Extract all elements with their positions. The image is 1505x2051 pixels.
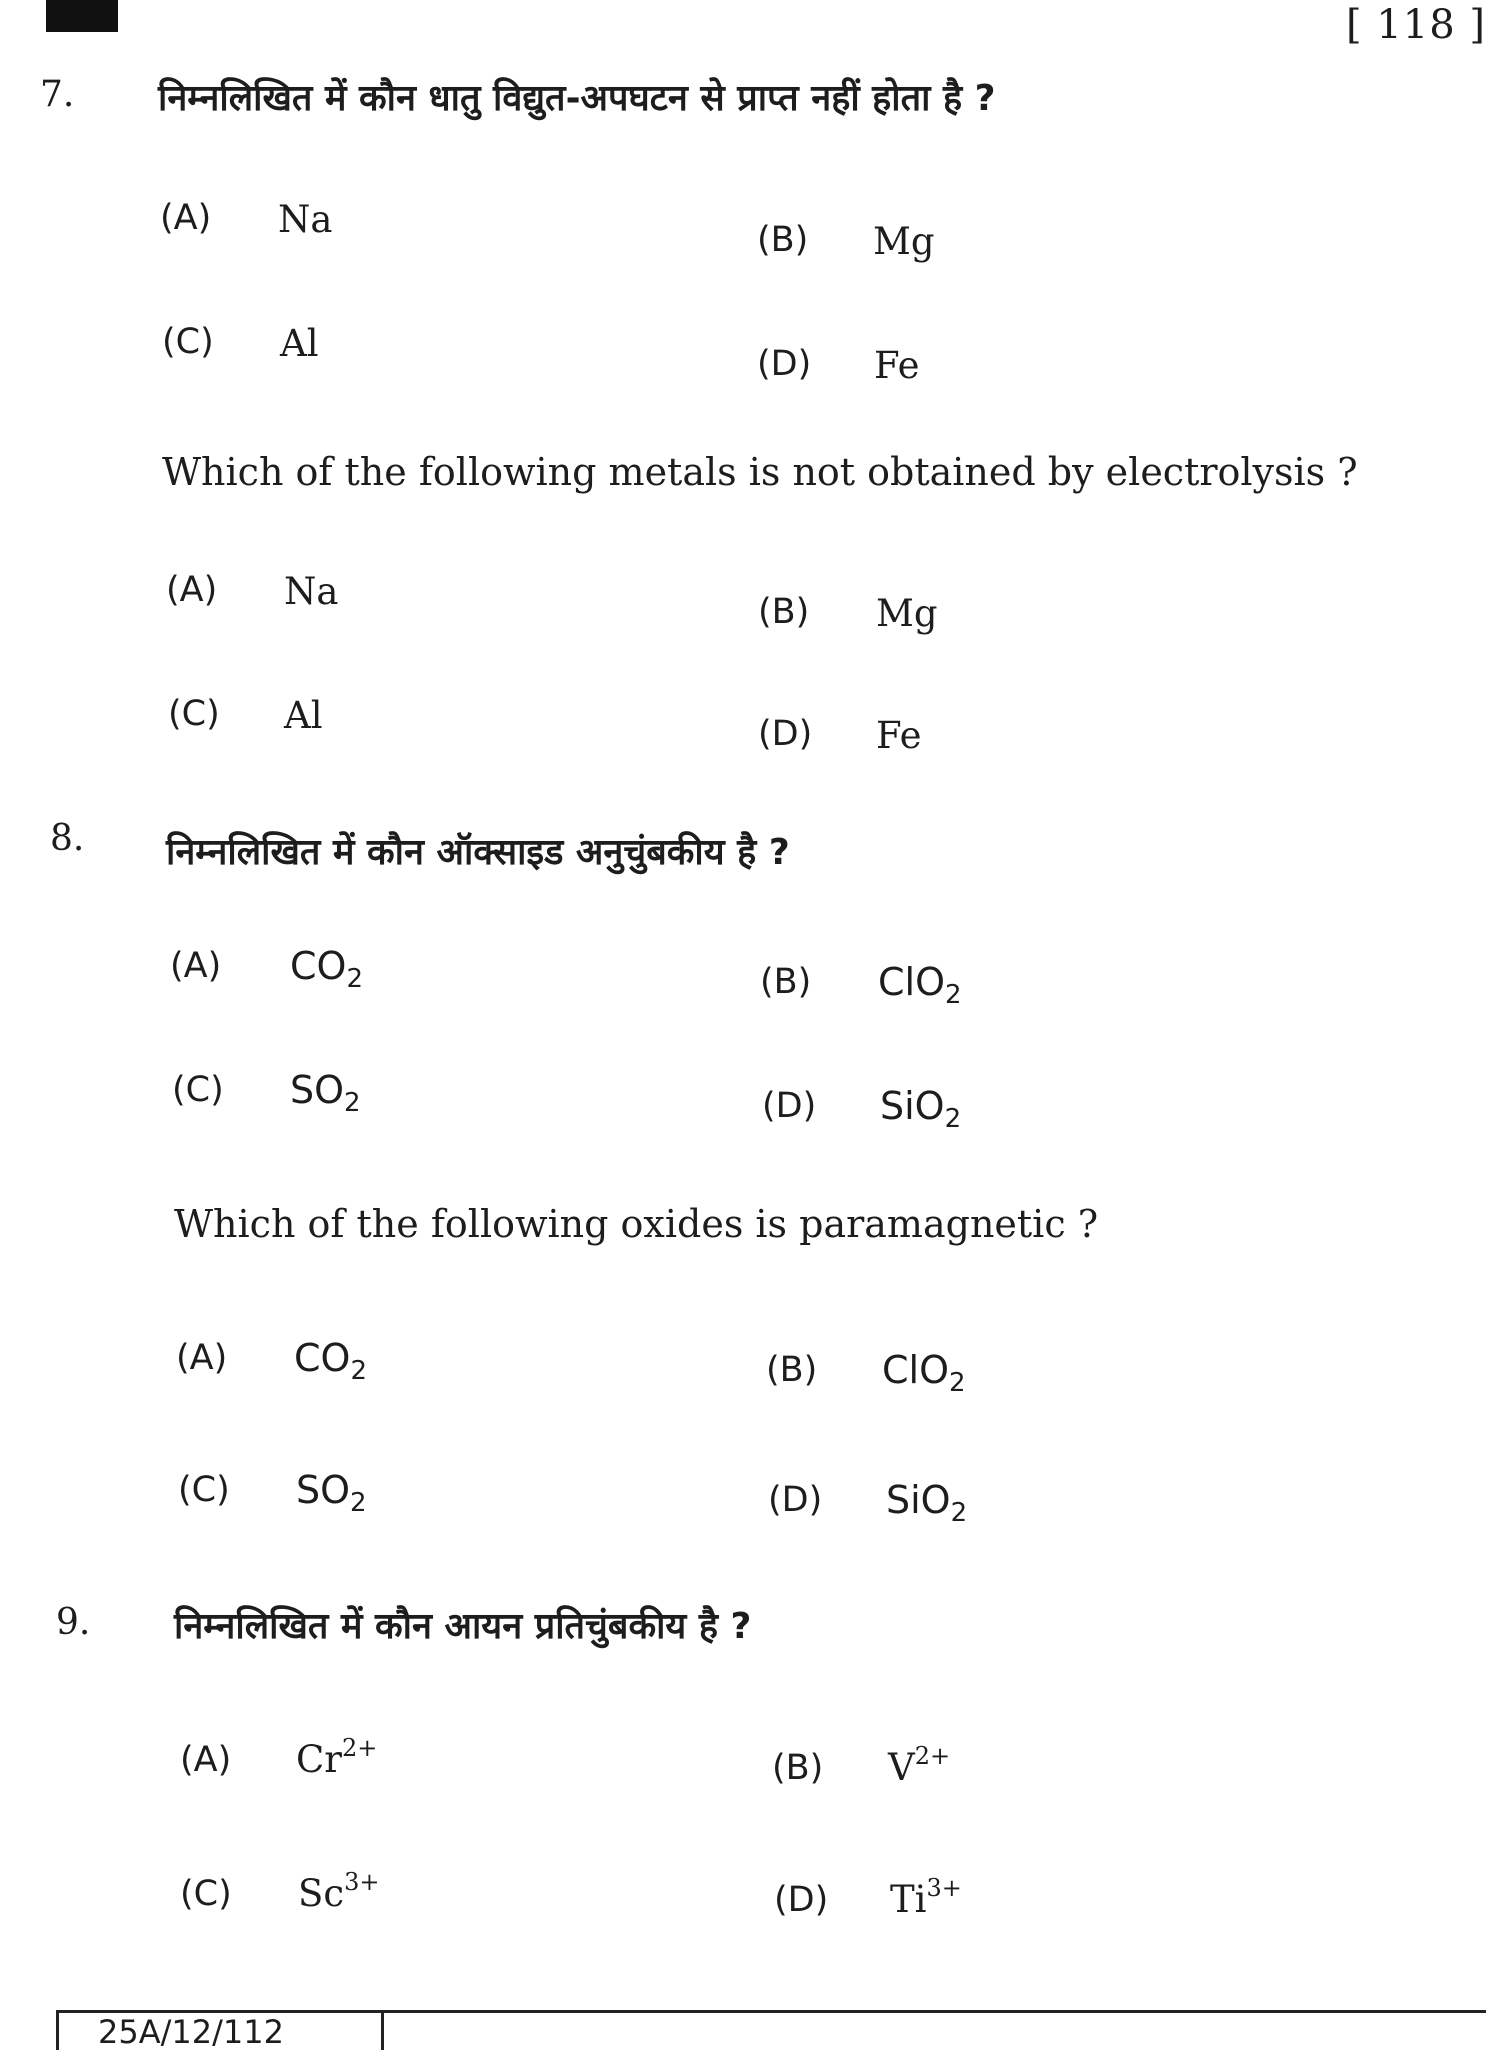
footer-code: 25A/12/112 [98, 2013, 284, 2051]
q9-option-a-letter: (A) [180, 1740, 232, 1780]
q9-option-c-value: $Sc^{3+}$ [298, 1868, 380, 1915]
q7-hi-option-b-value: Mg [873, 220, 935, 263]
corner-tab [46, 0, 118, 32]
q7-en-option-c-value: Al [284, 694, 323, 737]
q7-hi-option-d-value: Fe [874, 344, 920, 387]
q8-en-option-b-letter: (B) [766, 1350, 818, 1390]
question-8-english: Which of the following oxides is paramagnetic ? [174, 1202, 1099, 1246]
q7-en-option-b-letter: (B) [758, 592, 810, 632]
question-7-english: Which of the following metals is not obtained by electrolysis ? [162, 450, 1358, 494]
question-9-hindi: निम्नलिखित में कौन आयन प्रतिचुंबकीय है ? [174, 1606, 752, 1647]
q8-hi-option-a-value: $CO_2$ [290, 944, 363, 994]
page-number: [ 118 ] [1346, 2, 1486, 48]
question-9-number: 9. [56, 1602, 91, 1643]
q7-en-option-c-letter: (C) [168, 694, 220, 734]
q8-en-option-d-letter: (D) [768, 1480, 823, 1520]
question-7-number: 7. [40, 74, 75, 115]
q8-hi-option-c-value: $SO_2$ [290, 1068, 361, 1118]
q8-hi-option-b-value: ClO$_2$ [878, 960, 962, 1010]
q8-hi-option-d-letter: (D) [762, 1086, 817, 1126]
q8-en-option-c-letter: (C) [178, 1470, 230, 1510]
q7-en-option-d-value: Fe [876, 714, 922, 757]
question-7-hindi: निम्नलिखित में कौन धातु विद्युत-अपघटन से प्राप्त नहीं होता है ? [158, 78, 996, 119]
q8-hi-option-d-value: SiO$_2$ [880, 1084, 962, 1134]
q7-hi-option-a-value: Na [278, 198, 333, 241]
q9-option-b-letter: (B) [772, 1748, 824, 1788]
q9-option-c-letter: (C) [180, 1874, 232, 1914]
q8-hi-option-c-letter: (C) [172, 1070, 224, 1110]
q7-en-option-d-letter: (D) [758, 714, 813, 754]
question-8-number: 8. [50, 818, 85, 859]
q8-hi-option-a-letter: (A) [170, 946, 222, 986]
q9-option-d-letter: (D) [774, 1880, 829, 1920]
question-8-hindi: निम्नलिखित में कौन ऑक्साइड अनुचुंबकीय है ? [166, 832, 790, 873]
q7-en-option-b-value: Mg [876, 592, 938, 635]
q7-en-option-a-value: Na [284, 570, 339, 613]
q8-en-option-a-value: $CO_2$ [294, 1336, 367, 1386]
q7-en-option-a-letter: (A) [166, 570, 218, 610]
q8-hi-option-b-letter: (B) [760, 962, 812, 1002]
q7-hi-option-c-letter: (C) [162, 322, 214, 362]
q7-hi-option-d-letter: (D) [757, 344, 812, 384]
q8-en-option-a-letter: (A) [176, 1338, 228, 1378]
q7-hi-option-c-value: Al [280, 322, 319, 365]
q9-option-d-value: $Ti^{3+}$ [890, 1874, 962, 1921]
q8-en-option-b-value: ClO$_2$ [882, 1348, 966, 1398]
q7-hi-option-a-letter: (A) [160, 198, 212, 238]
q8-en-option-c-value: $SO_2$ [296, 1468, 367, 1518]
q9-option-a-value: $Cr^{2+}$ [296, 1734, 378, 1781]
q9-option-b-value: $V^{2+}$ [888, 1742, 951, 1789]
q8-en-option-d-value: SiO$_2$ [886, 1478, 968, 1528]
q7-hi-option-b-letter: (B) [757, 220, 809, 260]
